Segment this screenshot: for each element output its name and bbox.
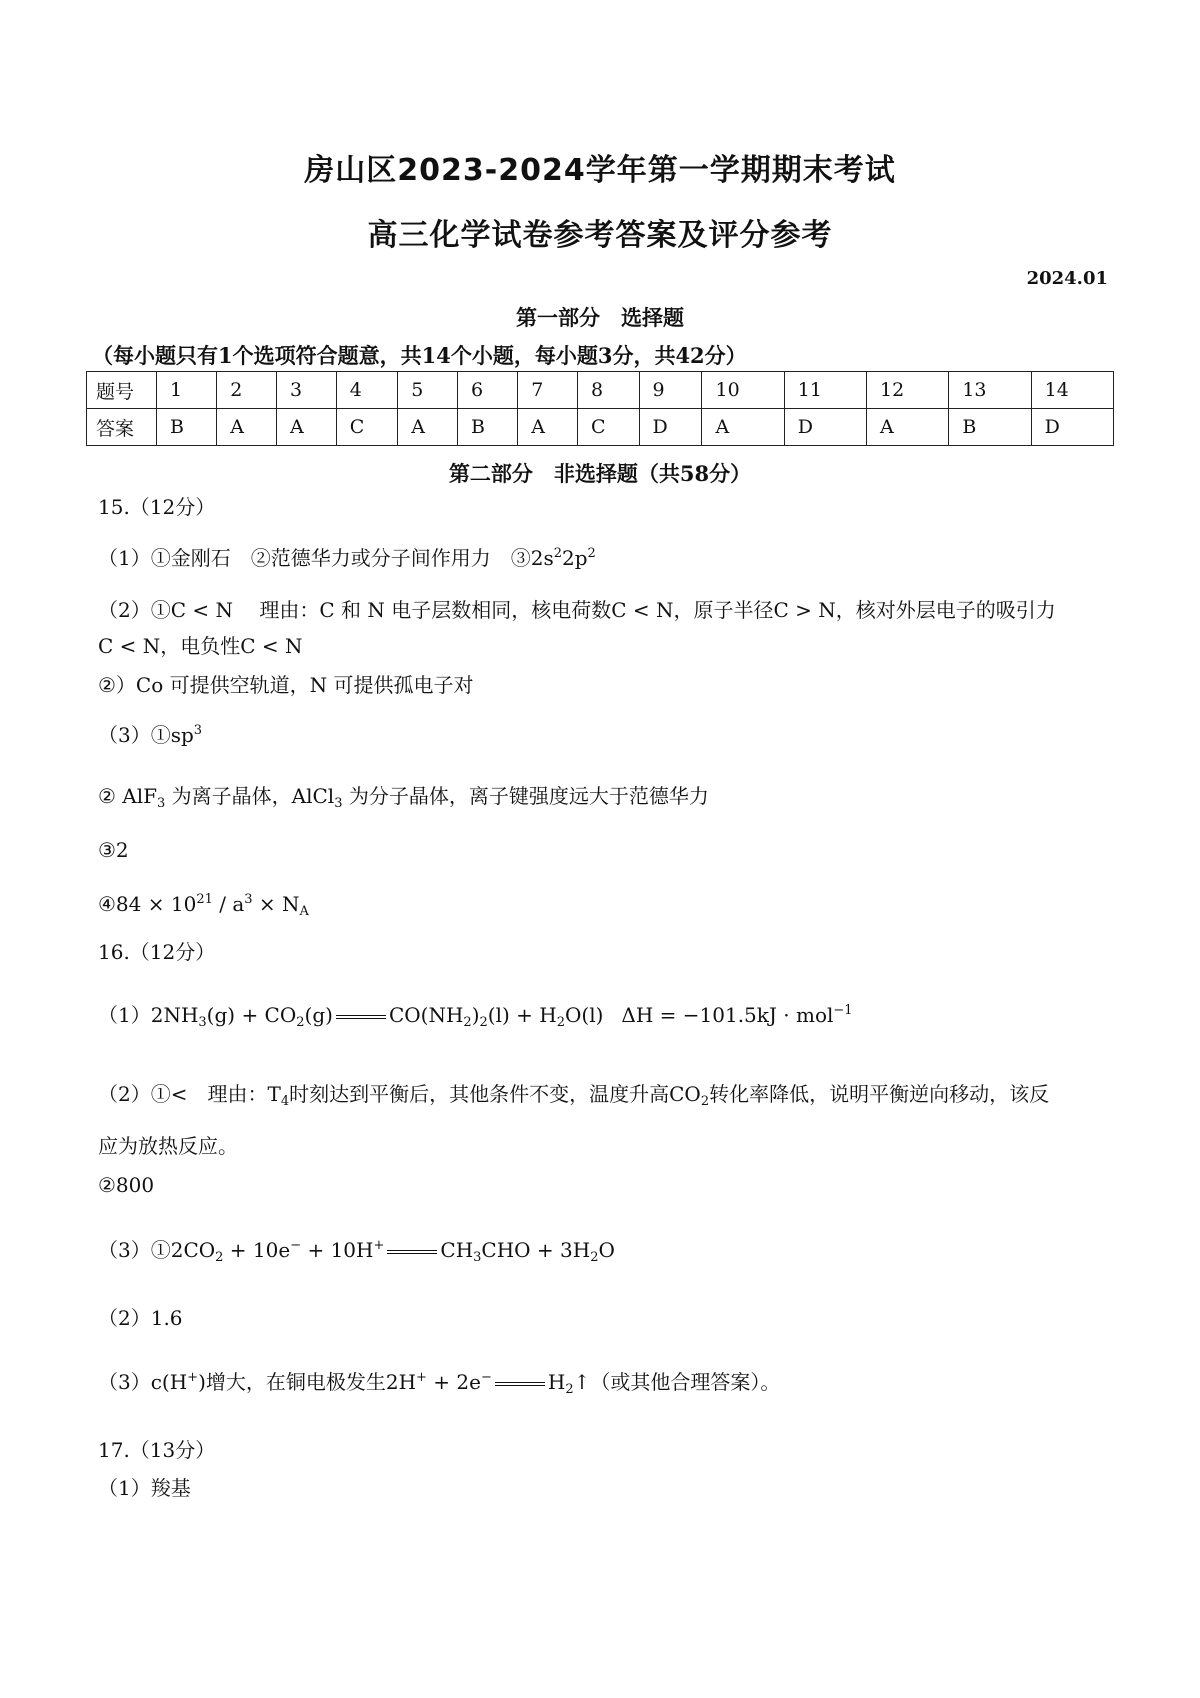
q15-answer-2-cont: C < N，电负性C < N: [98, 634, 303, 658]
question-number: 10: [702, 372, 784, 409]
question-number-label: 题号: [87, 372, 157, 409]
q15-answer-2b: ②）Co 可提供空轨道，N 可提供孤电子对: [98, 673, 474, 697]
question-number: 7: [518, 372, 578, 409]
q15-answer-3: $(3)①sp^3$: [98, 723, 203, 747]
exam-subtitle: 高三化学试卷参考答案及评分参考: [367, 218, 833, 253]
question-number: 4: [336, 372, 398, 409]
question-number: 12: [867, 372, 949, 409]
answer-cell: D: [639, 409, 702, 446]
q16-answer-2-cont: 应为放热反应。: [98, 1134, 238, 1158]
answer-cell: B: [949, 409, 1031, 446]
answer-cell: A: [867, 409, 949, 446]
question-number: 13: [949, 372, 1031, 409]
answer-cell: A: [398, 409, 458, 446]
part1-note: （每小题只有1个选项符合题意，共14个小题，每小题3分，共42分）: [92, 343, 747, 368]
equals-arrow: [387, 1250, 437, 1254]
q16-answer-3: $(3)①2CO_2 + 10e^- + 10H^+$ $CH_3CHO + 3H_2O$: [98, 1238, 615, 1265]
question-number: 2: [217, 372, 277, 409]
question-number: 9: [639, 372, 702, 409]
answer-label: 答案: [87, 409, 157, 446]
question-number: 1: [157, 372, 217, 409]
answer-cell: B: [157, 409, 217, 446]
question-number: 5: [398, 372, 458, 409]
answer-cell: D: [784, 409, 866, 446]
question-number: 11: [784, 372, 866, 409]
q15-answer-1: （1）①金刚石 ②范德华力或分子间作用力 $③2s^22p^2$: [98, 546, 596, 570]
q15-answer-3c: ③2: [98, 838, 129, 862]
q16-answer-1: $(1)2NH_3(g) + CO_2(g) CO(NH_2)_2(l) + H_2O(l) \Delta H = -101.5kJ \cdot mol^{-1}$: [98, 1003, 853, 1030]
answer-cell: A: [702, 409, 784, 446]
equals-arrow: [336, 1015, 386, 1019]
q15-answer-2: （2）①C < N 理由：C 和 N 电子层数相同，核电荷数C < N，原子半径C > N，核对外层电子的吸引力: [98, 598, 1056, 622]
q17-heading: 17.（13分）: [98, 1438, 216, 1462]
q16-answer-3b: （2）1.6: [98, 1306, 183, 1330]
question-number: 6: [458, 372, 518, 409]
q16-answer-3c: （3）c(H+)增大，在铜电极发生2H+ + 2e− $H_2↑$（或其他合理答案）。: [98, 1370, 781, 1397]
question-number: 8: [578, 372, 640, 409]
equals-arrow: [495, 1382, 545, 1386]
q17-answer-1: （1）羧基: [98, 1476, 191, 1500]
question-number: 3: [277, 372, 337, 409]
q15-heading: 15.（12分）: [98, 495, 216, 519]
part2-heading: 第二部分 非选择题（共58分）: [448, 461, 752, 486]
question-number: 14: [1031, 372, 1113, 409]
q16-answer-2: （2）①< 理由：$T_4$时刻达到平衡后，其他条件不变，温度升高$CO_2$转化率降低，说明平衡逆向移动，该反: [98, 1082, 1050, 1109]
exam-date: 2024.01: [1026, 268, 1108, 289]
answer-cell: A: [217, 409, 277, 446]
answer-cell: A: [277, 409, 337, 446]
q15-answer-3b: ② AlF$_3$ 为离子晶体，AlCl$_3$ 为分子晶体，离子键强度远大于范德华力: [98, 784, 709, 811]
part1-heading: 第一部分 选择题: [516, 305, 684, 330]
answer-cell: B: [458, 409, 518, 446]
answer-cell: C: [578, 409, 640, 446]
answer-cell: D: [1031, 409, 1113, 446]
question-number-row: [87, 372, 1114, 409]
exam-title: 房山区2023-2024学年第一学期期末考试: [304, 153, 896, 188]
q16-heading: 16.（12分）: [98, 940, 216, 964]
answer-cell: C: [336, 409, 398, 446]
q16-answer-2b: ②800: [98, 1173, 155, 1197]
answer-row: [87, 409, 1114, 446]
answer-table: [86, 371, 1114, 446]
answer-cell: A: [518, 409, 578, 446]
q15-answer-3d: ④84 × $10^{21} / a^3 \times N_A$: [98, 892, 309, 919]
